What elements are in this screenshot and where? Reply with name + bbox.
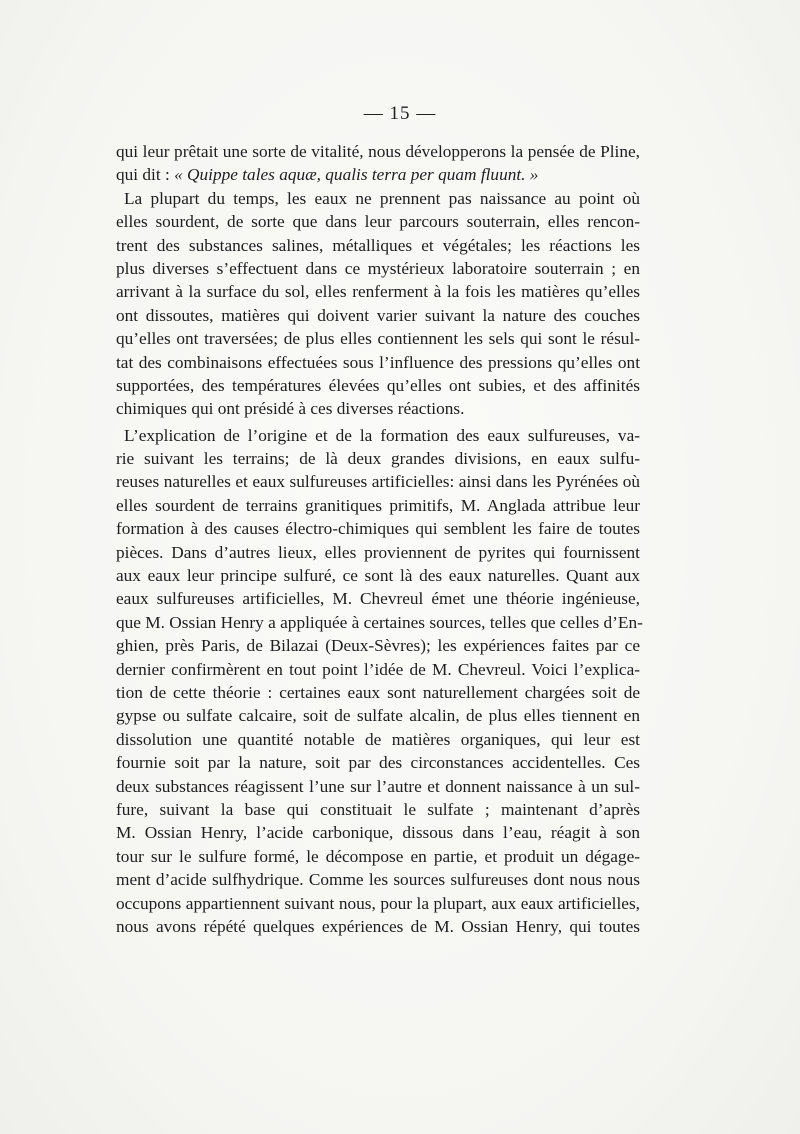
text-line: M. Ossian Henry, l’acide carbonique, dissous dans l’eau, réagit à son [116, 823, 640, 843]
text-line: tat des combinaisons effectuées sous l’influence des pressions qu’elles ont [116, 352, 640, 372]
text-line: reuses naturelles et eaux sulfureuses artificielles: ainsi dans les Pyrénées où [116, 472, 640, 492]
text-line: tion de cette théorie : certaines eaux sont naturellement chargées soit de [116, 682, 640, 702]
text-line: qu’elles ont traversées; de plus elles contiennent les sels qui sont le résul- [116, 329, 640, 349]
text-line: arrivant à la surface du sol, elles renferment à la fois les matières qu’elles [116, 282, 640, 302]
text-line: deux substances réagissent l’une sur l’autre et donnent naissance à un sul- [116, 776, 640, 796]
text-line: ment d’acide sulfhydrique. Comme les sources sulfureuses dont nous nous [116, 870, 640, 890]
latin-quote: « Quippe tales aquæ, qualis terra per quam fluunt. » [174, 165, 539, 185]
text-line: fure, suivant la base qui constituait le sulfate ; maintenant d’après [116, 799, 640, 819]
text-line: pièces. Dans d’autres lieux, elles proviennent de pyrites qui fournissent [116, 542, 640, 562]
text-line: occupons appartiennent suivant nous, pour la plupart, aux eaux artificielles, [116, 893, 640, 913]
text-line: aux eaux leur principe sulfuré, ce sont là des eaux naturelles. Quant aux [116, 566, 640, 586]
text-line: supportées, des températures élevées qu’elles ont subies, et des affinités [116, 375, 640, 395]
text-line [116, 187, 640, 210]
text-line: gypse ou sulfate calcaire, soit de sulfate alcalin, de plus elles tiennent en [116, 706, 640, 726]
line-content: La plupart du temps, les eaux ne prennent pas naissance au point où [124, 188, 640, 208]
text-line: trent des substances salines, métalliques et végétales; les réactions les [116, 235, 640, 255]
text-line: elles sourdent, de sorte que dans leur parcours souterrain, elles rencon- [116, 212, 640, 232]
text-line: que M. Ossian Henry a appliquée à certaines sources, telles que celles d’En- [116, 612, 643, 632]
text-line: dernier confirmèrent en tout point l’idée de M. Chevreul. Voici l’explica- [116, 659, 640, 679]
quote-intro: qui dit : [116, 165, 175, 185]
body-text [116, 140, 643, 938]
text-line: chimiques qui ont présidé à ces diverses réactions. [116, 399, 465, 419]
text-line-quote [116, 163, 640, 186]
text-line: elles sourdent de terrains granitiques primitifs, M. Anglada attribue leur [116, 495, 640, 515]
text-line: formation à des causes électro-chimiques qui semblent les faire de toutes [116, 519, 640, 539]
text-line: nous avons répété quelques expériences de M. Ossian Henry, qui toutes [116, 916, 640, 936]
text-line: fournie soit par la nature, soit par des circonstances accidentelles. Ces [116, 753, 640, 773]
text-line: qui leur prêtait une sorte de vitalité, nous développerons la pensée de Pline, [116, 142, 640, 161]
line-content: L’explication de l’origine et de la formation des eaux sulfureuses, va- [124, 425, 640, 445]
text-line: ont dissoutes, matières qui doivent varier suivant la nature des couches [116, 305, 640, 325]
text-line: rie suivant les terrains; de là deux grandes divisions, en eaux sulfu- [116, 449, 640, 469]
text-line: plus diverses s’effectuent dans ce mystérieux laboratoire souterrain ; en [116, 258, 640, 278]
text-line [116, 424, 640, 447]
text-line: tour sur le sulfure formé, le décompose en partie, et produit un dégage- [116, 846, 640, 866]
text-line: dissolution une quantité notable de matières organiques, qui leur est [116, 729, 640, 749]
page-number: — 15 — [363, 103, 437, 124]
text-line: eaux sulfureuses artificielles, M. Chevreul émet une théorie ingénieuse, [116, 589, 640, 609]
text-line: ghien, près Paris, de Bilazai (Deux-Sèvres); les expériences faites par ce [116, 636, 640, 656]
